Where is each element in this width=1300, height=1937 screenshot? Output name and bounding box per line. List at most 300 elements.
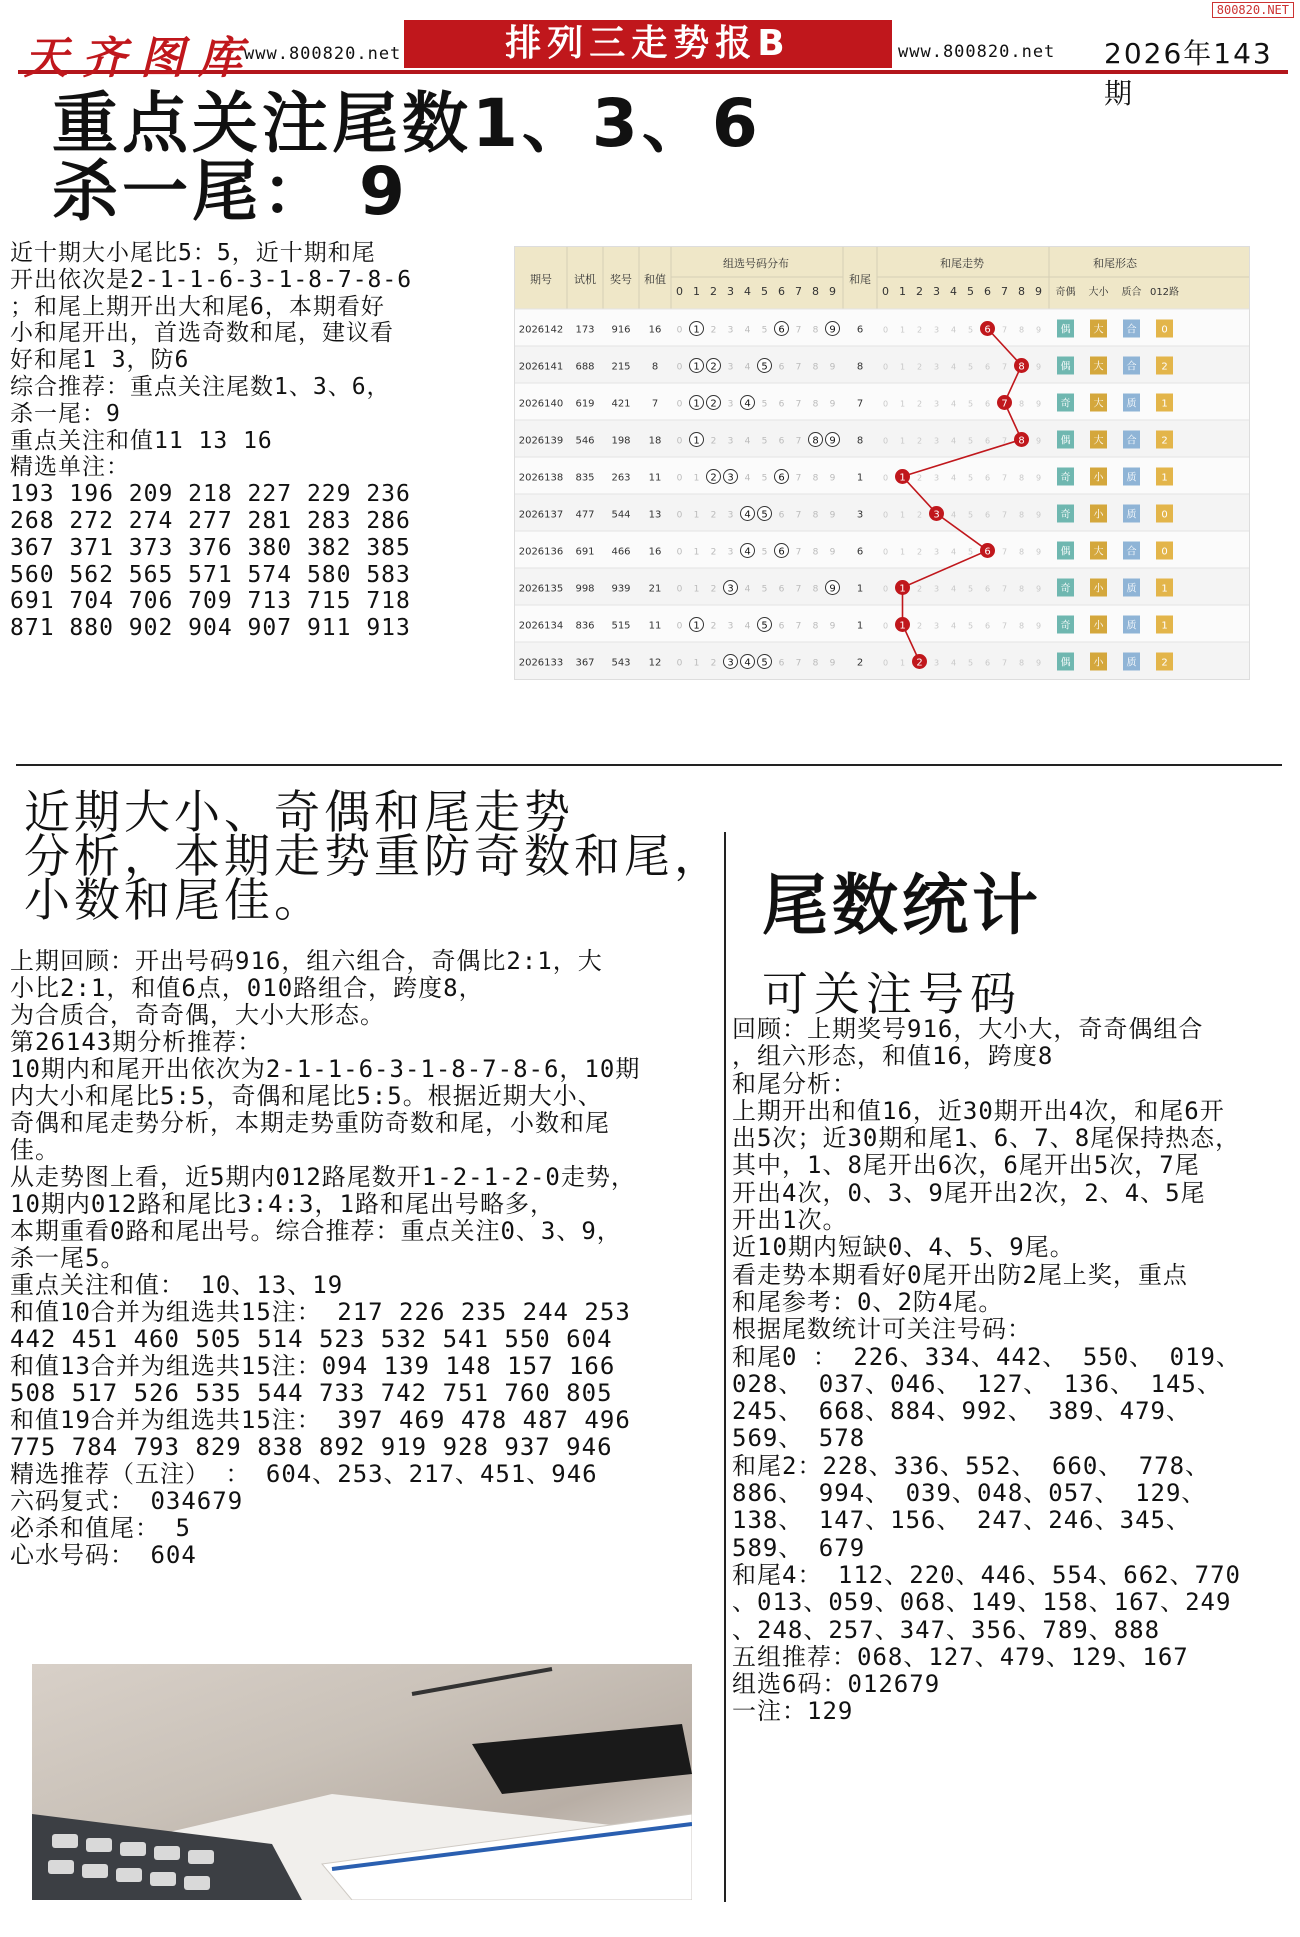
trend-cell: 0 [676, 436, 683, 447]
trend-cell: 3 [933, 362, 940, 372]
trend-cell: 0 [1161, 509, 1168, 521]
trend-cell: 0 [676, 621, 683, 632]
issue-number: 2026年143期 [1104, 37, 1273, 110]
trend-cell: 7 [795, 658, 802, 669]
trend-cell: 16 [648, 546, 662, 558]
trend-cell: 0 [882, 362, 889, 372]
trend-chart-svg [515, 247, 1249, 679]
trend-cell: 8 [1018, 547, 1025, 557]
trend-cell: 6 [778, 324, 785, 336]
trend-header-label: 7 [795, 285, 802, 298]
trend-cell: 7 [795, 399, 802, 410]
trend-cell: 2 [710, 472, 717, 484]
trend-cell: 8 [651, 361, 659, 373]
trend-cell: 2 [916, 325, 923, 335]
trend-cell: 2 [1161, 361, 1168, 373]
trend-cell: 2026138 [518, 472, 564, 484]
text-line: 560 562 565 571 574 580 583 [10, 561, 411, 588]
trend-cell: 8 [1018, 473, 1025, 483]
text-line: 重点关注和值： 10、13、19 [10, 1271, 344, 1299]
trend-cell: 2 [1161, 435, 1168, 447]
trend-cell: 7 [795, 325, 802, 336]
trend-cell: 合 [1126, 435, 1137, 447]
text-line: 小比2:1，和值6点，010路组合，跨度8， [10, 974, 484, 1002]
tail-trend-point-label: 8 [1018, 361, 1025, 373]
tail-trend-point-label: 3 [933, 509, 940, 521]
headline [52, 85, 762, 230]
trend-cell: 6 [984, 658, 991, 668]
trend-cell: 8 [812, 435, 819, 447]
trend-cell: 8 [812, 362, 819, 373]
trend-cell: 2026134 [518, 620, 564, 632]
trend-cell: 4 [950, 510, 957, 520]
trend-header-label: 4 [744, 285, 751, 298]
trend-cell: 大 [1093, 361, 1104, 373]
text-line: 第26143期分析推荐： [10, 1028, 263, 1056]
trend-cell: 2026133 [518, 657, 564, 669]
text-line: 六码复式： 034679 [10, 1487, 244, 1515]
trend-header-label: 6 [778, 285, 785, 298]
trend-header-label: 大小 [1088, 287, 1109, 298]
text-line: 、248、257、347、356、789、888 [732, 1615, 1161, 1644]
trend-cell: 6 [778, 472, 785, 484]
trend-cell: 4 [744, 657, 751, 669]
trend-cell: 6 [778, 658, 785, 669]
trend-cell: 9 [829, 583, 836, 595]
trend-cell: 9 [1035, 510, 1042, 520]
trend-cell: 6 [984, 436, 991, 446]
text-line: 442 451 460 505 514 523 532 541 550 604 [10, 1325, 613, 1353]
trend-cell: 0 [882, 547, 889, 557]
trend-cell: 836 [575, 620, 595, 632]
trend-cell: 3 [727, 583, 734, 595]
trend-cell: 3 [727, 436, 734, 447]
trend-cell: 3 [933, 621, 940, 631]
review-recommendation-block [10, 948, 640, 1569]
trend-cell: 1 [693, 510, 700, 521]
trend-cell: 7 [795, 547, 802, 558]
text-line: 268 272 274 277 281 283 286 [10, 507, 411, 534]
trend-cell: 8 [812, 621, 819, 632]
trend-cell: 2 [710, 621, 717, 632]
trend-cell: 偶 [1060, 657, 1071, 669]
trend-cell: 688 [575, 361, 595, 373]
trend-cell: 质 [1126, 472, 1137, 484]
trend-cell: 2 [916, 547, 923, 557]
trend-cell: 1 [693, 620, 700, 632]
text-line: 近10期内短缺0、4、5、9尾。 [732, 1233, 1075, 1262]
text-line: 根据尾数统计可关注号码： [732, 1315, 1032, 1344]
trend-cell: 8 [812, 399, 819, 410]
trend-cell: 奇 [1060, 620, 1071, 632]
trend-header-label: 5 [761, 285, 768, 298]
trend-cell: 4 [744, 621, 751, 632]
trend-cell: 8 [1018, 325, 1025, 335]
text-line: 必杀和值尾： 5 [10, 1514, 191, 1542]
text-line: ；和尾上期开出大和尾6，本期看好 [10, 293, 385, 320]
trend-cell: 7 [1001, 473, 1008, 483]
text-line: 看走势本期看好0尾开出防2尾上奖，重点 [732, 1260, 1188, 1289]
trend-cell: 5 [967, 658, 974, 668]
trend-header-label: 0 [676, 285, 683, 298]
trend-cell: 6 [778, 621, 785, 632]
trend-header-label: 组选号码分布 [723, 257, 789, 270]
trend-cell: 3 [933, 436, 940, 446]
text-line: 近十期大小尾比5：5，近十期和尾 [10, 240, 376, 266]
trend-cell: 大 [1093, 398, 1104, 410]
trend-cell: 1 [693, 584, 700, 595]
trend-header-label: 和尾 [849, 273, 871, 286]
trend-cell: 263 [611, 472, 631, 484]
text-line: 和值13合并为组选共15注：094 139 148 157 166 [10, 1352, 616, 1380]
tail-analysis-block [10, 240, 412, 642]
text-line: 589、 679 [732, 1533, 866, 1562]
trend-cell: 6 [778, 584, 785, 595]
trend-cell: 1 [899, 436, 906, 446]
trend-cell: 5 [761, 473, 768, 484]
trend-cell: 9 [1035, 584, 1042, 594]
trend-cell: 4 [950, 621, 957, 631]
trend-header-label: 奖号 [610, 273, 632, 286]
tail-trend-point-label: 6 [984, 324, 991, 336]
trend-cell: 合 [1126, 546, 1137, 558]
trend-cell: 5 [967, 621, 974, 631]
trend-cell: 11 [648, 620, 662, 632]
text-line: 和尾4： 112、220、446、554、662、770 [732, 1560, 1241, 1589]
trend-cell: 4 [950, 473, 957, 483]
trend-cell: 4 [950, 325, 957, 335]
trend-cell: 1 [1161, 583, 1168, 595]
decorative-photo [32, 1664, 692, 1900]
trend-cell: 4 [950, 436, 957, 446]
trend-cell: 9 [829, 435, 836, 447]
trend-cell: 4 [950, 658, 957, 668]
section-divider [16, 764, 1282, 766]
trend-cell: 合 [1126, 324, 1137, 336]
trend-header-label: 7 [1001, 285, 1008, 298]
trend-cell: 4 [744, 584, 751, 595]
text-line: 886、 994、 039、048、057、 129、 [732, 1479, 1207, 1508]
trend-cell: 大 [1093, 546, 1104, 558]
trend-cell: 2 [710, 547, 717, 558]
trend-cell: 6 [984, 362, 991, 372]
text-line: 精选推荐（五注） ： 604、253、217、451、946 [10, 1460, 598, 1488]
trend-header-label: 和尾形态 [1093, 257, 1137, 270]
trend-cell: 7 [1001, 584, 1008, 594]
trend-cell: 1 [899, 510, 906, 520]
text-line: 开出4次，0、3、9尾开出2次，2、4、5尾 [732, 1178, 1206, 1207]
trend-cell: 9 [1035, 473, 1042, 483]
text-line: 和尾分析： [732, 1069, 857, 1098]
text-line: 奇偶和尾走势分析，本期走势重防奇数和尾，小数和尾 [10, 1109, 610, 1137]
trend-cell: 6 [778, 546, 785, 558]
trend-cell: 7 [795, 362, 802, 373]
trend-cell: 9 [829, 362, 836, 373]
trend-cell: 2 [710, 436, 717, 447]
trend-cell: 质 [1126, 657, 1137, 669]
trend-cell: 8 [812, 584, 819, 595]
trend-cell: 小 [1093, 509, 1104, 521]
trend-cell: 6 [984, 584, 991, 594]
trend-cell: 1 [856, 620, 864, 632]
trend-cell: 8 [1018, 584, 1025, 594]
trend-cell: 0 [882, 584, 889, 594]
trend-cell: 2 [856, 657, 864, 669]
trend-cell: 7 [1001, 658, 1008, 668]
trend-cell: 2 [710, 361, 717, 373]
trend-cell: 9 [829, 399, 836, 410]
trend-cell: 2 [710, 658, 717, 669]
trend-cell: 3 [933, 325, 940, 335]
trend-cell: 7 [1001, 547, 1008, 557]
trend-header-label: 012路 [1149, 287, 1180, 298]
trend-cell: 13 [648, 509, 662, 521]
text-line: 回顾：上期奖号916，大小大，奇奇偶组合 [732, 1015, 1204, 1043]
text-line: 028、 037、046、 127、 136、 145、 [732, 1369, 1222, 1398]
trend-cell: 4 [950, 547, 957, 557]
trend-cell: 4 [744, 436, 751, 447]
trend-cell: 1 [1161, 472, 1168, 484]
text-line: 心水号码： 604 [10, 1541, 197, 1569]
trend-cell: 1 [693, 435, 700, 447]
trend-cell: 546 [575, 435, 595, 447]
trend-cell: 5 [761, 584, 768, 595]
trend-cell: 9 [1035, 436, 1042, 446]
trend-cell: 7 [856, 398, 864, 410]
trend-cell: 6 [778, 436, 785, 447]
trend-cell: 9 [1035, 547, 1042, 557]
text-line: 重点关注和值11 13 16 [10, 427, 273, 454]
trend-cell: 1 [899, 658, 906, 668]
trend-cell: 4 [744, 398, 751, 410]
trend-cell: 5 [761, 509, 768, 521]
trend-cell: 0 [1161, 546, 1168, 558]
trend-cell: 543 [611, 657, 631, 669]
site-watermark: 800820.NET [1212, 2, 1294, 18]
trend-cell: 偶 [1060, 324, 1071, 336]
report-title: 排列三走势报B [404, 20, 892, 68]
trend-cell: 691 [575, 546, 595, 558]
text-line: 138、 147、156、 247、246、345、 [732, 1506, 1191, 1535]
text-line: 杀一尾5。 [10, 1244, 126, 1272]
trend-cell: 0 [676, 510, 683, 521]
trend-cell: 7 [651, 398, 659, 410]
trend-cell: 质 [1126, 509, 1137, 521]
headline-line-1: 重点关注尾数1、3、6 [52, 85, 762, 162]
trend-header-label: 3 [727, 285, 734, 298]
text-line: 组选6码：012679 [732, 1670, 941, 1699]
trend-cell: 5 [761, 657, 768, 669]
tail-trend-point-label: 2 [916, 657, 923, 669]
trend-cell: 3 [933, 584, 940, 594]
trend-header-label: 6 [984, 285, 991, 298]
trend-cell: 4 [744, 546, 751, 558]
trend-cell: 0 [676, 473, 683, 484]
trend-cell: 5 [967, 325, 974, 335]
trend-cell: 11 [648, 472, 662, 484]
trend-cell: 5 [761, 325, 768, 336]
trend-cell: 7 [1001, 621, 1008, 631]
trend-cell: 7 [795, 436, 802, 447]
text-line: 五组推荐：068、127、479、129、167 [732, 1642, 1189, 1671]
trend-cell: 2026135 [518, 583, 564, 595]
text-line: 精选单注： [10, 454, 130, 481]
trend-cell: 9 [829, 324, 836, 336]
trend-cell: 1 [693, 473, 700, 484]
trend-cell: 2 [916, 510, 923, 520]
trend-cell: 质 [1126, 583, 1137, 595]
trend-cell: 8 [812, 325, 819, 336]
trend-cell: 21 [648, 583, 662, 595]
trend-cell: 小 [1093, 620, 1104, 632]
watch-numbers-heading: 可关注号码 [762, 967, 1022, 1021]
trend-cell: 9 [829, 547, 836, 558]
trend-cell: 7 [1001, 325, 1008, 335]
tail-stats-heading: 尾数统计 [762, 867, 1042, 944]
trend-header-label: 2 [916, 285, 923, 298]
trend-header-label: 9 [829, 285, 836, 298]
text-line: 569、 578 [732, 1424, 866, 1453]
text-line: 10期内012路和尾比3:4:3，1路和尾出号略多， [10, 1190, 555, 1218]
trend-cell: 2026137 [518, 509, 564, 521]
site-url-left: www.800820.net [244, 44, 402, 64]
trend-cell: 2 [710, 584, 717, 595]
tail-trend-point-label: 8 [1018, 435, 1025, 447]
text-line: 和尾参考：0、2防4尾。 [732, 1287, 1004, 1316]
text-line: 上期回顾：开出号码916，组六组合，奇偶比2:1，大 [10, 947, 603, 975]
trend-cell: 9 [1035, 399, 1042, 409]
text-line: 佳。 [10, 1136, 60, 1164]
trend-header-label: 和值 [644, 273, 666, 286]
trend-cell: 奇 [1060, 472, 1071, 484]
trend-header-label: 9 [1035, 285, 1042, 298]
trend-cell: 619 [575, 398, 595, 410]
trend-cell: 偶 [1060, 546, 1071, 558]
trend-cell: 835 [575, 472, 595, 484]
trend-cell: 3 [856, 509, 864, 521]
trend-cell: 小 [1093, 472, 1104, 484]
text-line: 和值19合并为组选共15注： 397 469 478 487 496 [10, 1406, 631, 1434]
trend-header-label: 0 [882, 285, 889, 298]
trend-cell: 2026139 [518, 435, 564, 447]
trend-cell: 3 [933, 658, 940, 668]
trend-cell: 0 [882, 436, 889, 446]
trend-header-label: 5 [967, 285, 974, 298]
trend-cell: 5 [967, 510, 974, 520]
trend-cell: 0 [882, 399, 889, 409]
trend-cell: 1 [1161, 398, 1168, 410]
trend-cell: 7 [1001, 362, 1008, 372]
trend-header-label: 奇偶 [1055, 287, 1076, 298]
trend-cell: 4 [950, 584, 957, 594]
trend-cell: 小 [1093, 583, 1104, 595]
trend-cell: 1 [899, 362, 906, 372]
trend-cell: 5 [761, 361, 768, 373]
trend-cell: 0 [1161, 324, 1168, 336]
text-line: 和尾2：228、336、552、 660、 778、 [732, 1451, 1211, 1480]
trend-cell: 8 [1018, 510, 1025, 520]
trend-cell: 7 [795, 621, 802, 632]
trend-cell: 0 [676, 658, 683, 669]
trend-cell: 1 [693, 398, 700, 410]
trend-cell: 2 [916, 362, 923, 372]
trend-cell: 3 [727, 325, 734, 336]
trend-cell: 5 [761, 620, 768, 632]
trend-cell: 0 [882, 325, 889, 335]
trend-cell: 939 [611, 583, 631, 595]
text-line: 和值10合并为组选共15注： 217 226 235 244 253 [10, 1298, 631, 1326]
trend-cell: 6 [778, 362, 785, 373]
trend-header-label: 质合 [1121, 287, 1142, 298]
trend-header-label: 3 [933, 285, 940, 298]
trend-cell: 6 [778, 399, 785, 410]
trend-cell: 5 [967, 399, 974, 409]
text-line: 一注：129 [732, 1697, 854, 1726]
trend-cell: 2 [1161, 657, 1168, 669]
trend-cell: 9 [829, 473, 836, 484]
trend-cell: 6 [984, 621, 991, 631]
tail-trend-point-label: 1 [899, 472, 906, 484]
trend-cell: 1 [693, 547, 700, 558]
tail-trend-point-label: 1 [899, 620, 906, 632]
trend-header-label: 8 [812, 285, 819, 298]
trend-summary-heading: 近期大小、奇偶和尾走势 分析，本期走势重防奇数和尾， 小数和尾佳。 [24, 785, 724, 927]
trend-cell: 6 [984, 399, 991, 409]
trend-cell: 2 [710, 510, 717, 521]
trend-cell: 3 [727, 399, 734, 410]
trend-cell: 9 [829, 658, 836, 669]
trend-cell: 9 [1035, 621, 1042, 631]
trend-cell: 7 [795, 510, 802, 521]
trend-cell: 3 [727, 510, 734, 521]
trend-cell: 3 [727, 472, 734, 484]
trend-cell: 5 [967, 362, 974, 372]
trend-header-label: 4 [950, 285, 957, 298]
trend-cell: 0 [882, 658, 889, 668]
text-line: 为合质合，奇奇偶，大小大形态。 [10, 1001, 385, 1029]
tail-trend-point-label: 6 [984, 546, 991, 558]
text-line: 其中，1、8尾开出6次，6尾开出5次，7尾 [732, 1151, 1200, 1180]
text-line: 193 196 209 218 227 229 236 [10, 481, 411, 508]
text-line: 367 371 373 376 380 382 385 [10, 534, 411, 561]
text-line: 和尾0 ： 226、334、442、 550、 019、 [732, 1342, 1241, 1371]
trend-cell: 大 [1093, 324, 1104, 336]
trend-cell: 8 [812, 473, 819, 484]
text-line: 508 517 526 535 544 733 742 751 760 805 [10, 1379, 613, 1407]
column-divider [724, 832, 726, 1902]
trend-cell: 9 [1035, 658, 1042, 668]
trend-header-label: 2 [710, 285, 717, 298]
trend-cell: 8 [812, 658, 819, 669]
trend-cell: 0 [676, 584, 683, 595]
trend-cell: 544 [611, 509, 631, 521]
trend-cell: 0 [882, 473, 889, 483]
trend-cell: 偶 [1060, 361, 1071, 373]
trend-cell: 1 [856, 583, 864, 595]
trend-cell: 2 [916, 399, 923, 409]
trend-cell: 1 [899, 399, 906, 409]
trend-cell: 0 [676, 325, 683, 336]
trend-cell: 5 [967, 584, 974, 594]
trend-cell: 5 [967, 473, 974, 483]
trend-cell: 1 [899, 547, 906, 557]
trend-cell: 421 [611, 398, 631, 410]
trend-cell: 0 [882, 621, 889, 631]
trend-header-label: 8 [1018, 285, 1025, 298]
trend-cell: 1 [1161, 620, 1168, 632]
site-url-right: www.800820.net [898, 42, 1056, 62]
trend-cell: 6 [984, 510, 991, 520]
